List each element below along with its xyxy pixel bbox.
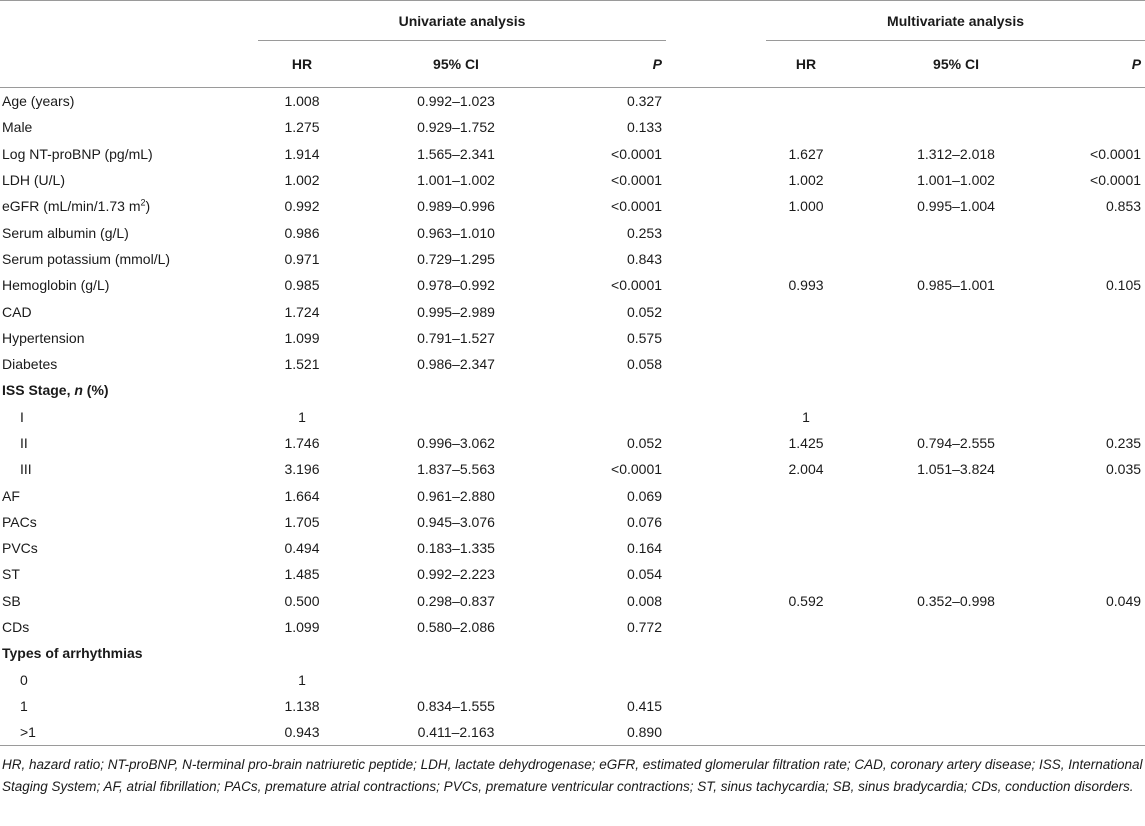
row-label: Log NT-proBNP (pg/mL): [2, 145, 153, 162]
univariate-p-cell: 0.052: [626, 303, 663, 320]
row-label: Hemoglobin (g/L): [2, 277, 110, 294]
gap-cell: [666, 535, 766, 561]
multivariate-hr-cell: [766, 246, 846, 272]
row-label: >1: [0, 719, 258, 746]
univariate-p-cell: <0.0001: [611, 461, 663, 478]
multivariate-ci-cell: [846, 693, 1066, 719]
multivariate-p-cell: [1066, 482, 1145, 508]
gap-cell: [666, 693, 766, 719]
univariate-p-cell: 0.052: [626, 435, 663, 451]
multivariate-p-cell: <0.0001: [1090, 172, 1142, 189]
univariate-p-cell: 0.069: [626, 487, 663, 504]
multivariate-p-cell: <0.0001: [1090, 145, 1142, 162]
header-label-blank: [0, 41, 258, 88]
univariate-hr-cell: 0.500: [284, 592, 320, 609]
multivariate-hr-header: HR: [766, 41, 846, 88]
univariate-ci-cell: 0.411–2.163: [346, 719, 566, 746]
univariate-p-cell: <0.0001: [611, 198, 663, 215]
univariate-hr-cell: 1: [298, 408, 306, 425]
multivariate-p-cell: [1066, 404, 1145, 430]
univariate-ci-cell: 0.791–1.527: [417, 329, 495, 346]
multivariate-ci-cell: 0.352–0.998: [917, 592, 995, 609]
multivariate-ci-cell: 0.794–2.555: [917, 435, 995, 451]
gap-cell: [666, 351, 766, 377]
univariate-hr-cell: 0.986: [284, 224, 320, 241]
gap-cell: [666, 456, 766, 482]
multivariate-hr-cell: 1.627: [788, 145, 824, 162]
multivariate-hr-cell: [766, 667, 846, 693]
table-row: [0, 535, 1145, 561]
univariate-ci-cell: 0.834–1.555: [417, 697, 495, 714]
gap-cell: [666, 482, 766, 508]
univariate-hr-cell: 0.943: [258, 719, 346, 746]
multivariate-hr-cell: [766, 693, 846, 719]
gap-cell: [666, 509, 766, 535]
univariate-p-cell: 0.772: [626, 619, 663, 636]
univariate-ci-cell: 1.837–5.563: [417, 461, 495, 478]
multivariate-ci-cell: [846, 325, 1066, 351]
multivariate-hr-cell: [766, 351, 846, 377]
table-row: [0, 614, 1145, 640]
multivariate-hr-cell: [766, 377, 846, 403]
multivariate-p-cell: [1066, 88, 1145, 115]
multivariate-p-cell: [1066, 325, 1145, 351]
gap-cell: [666, 141, 766, 167]
univariate-ci-cell: 1.001–1.002: [417, 172, 495, 189]
multivariate-hr-cell: [766, 719, 846, 746]
multivariate-p-cell: 0.235: [1106, 435, 1142, 451]
table-row: [0, 272, 1145, 298]
multivariate-p-cell: [1066, 246, 1145, 272]
table-row: [0, 719, 1145, 746]
multivariate-p-cell: 0.035: [1106, 461, 1142, 478]
row-label: CAD: [2, 303, 32, 320]
multivariate-hr-cell: [766, 325, 846, 351]
univariate-ci-cell: [346, 667, 566, 693]
table-row: [0, 193, 1145, 219]
univariate-p-cell: 0.054: [626, 566, 663, 583]
gap-cell: [666, 561, 766, 587]
gap-cell: [666, 640, 766, 666]
row-label: Serum albumin (g/L): [2, 224, 129, 241]
univariate-p-cell: <0.0001: [611, 172, 663, 189]
header-blank: [0, 1, 258, 42]
table-row: [0, 693, 1145, 719]
gap-cell: [666, 298, 766, 324]
multivariate-p-cell: [1066, 219, 1145, 245]
univariate-p-cell: 0.058: [626, 356, 663, 373]
univariate-hr-cell: 0.971: [284, 250, 320, 267]
multivariate-hr-cell: [766, 482, 846, 508]
multivariate-hr-cell: [766, 614, 846, 640]
multivariate-p-cell: [1066, 377, 1145, 403]
univariate-hr-cell: 1.746: [284, 435, 320, 451]
multivariate-hr-cell: [766, 219, 846, 245]
table-row: [0, 667, 1145, 693]
multivariate-ci-cell: [846, 114, 1066, 140]
univariate-hr-cell: 1.099: [284, 329, 320, 346]
multivariate-hr-cell: 1.002: [788, 172, 824, 189]
table-row: [0, 377, 1145, 403]
univariate-ci-cell: 1.565–2.341: [417, 145, 495, 162]
univariate-p-cell: <0.0001: [611, 277, 663, 294]
multivariate-hr-cell: [766, 114, 846, 140]
univariate-ci-cell: 0.978–0.992: [417, 277, 495, 294]
univariate-ci-cell: 0.929–1.752: [417, 119, 495, 136]
multivariate-hr-cell: [766, 535, 846, 561]
gap-cell: [666, 219, 766, 245]
univariate-hr-cell: 0.985: [284, 277, 320, 294]
univariate-p-cell: 0.327: [626, 93, 663, 110]
multivariate-p-cell: [1066, 719, 1145, 746]
row-label: CDs: [2, 619, 30, 636]
univariate-ci-cell: 0.298–0.837: [417, 592, 495, 609]
univariate-ci-cell: 0.989–0.996: [417, 198, 495, 215]
table-row: [0, 561, 1145, 587]
univariate-p-cell: [566, 404, 666, 430]
univariate-ci-cell: 0.183–1.335: [417, 540, 495, 557]
table-row: [0, 430, 1145, 456]
univariate-hr-cell: 1: [298, 671, 306, 688]
row-label: PVCs: [2, 540, 38, 557]
univariate-ci-cell: 0.945–3.076: [417, 513, 495, 530]
row-label: II: [20, 435, 28, 451]
row-label: SB: [2, 592, 21, 609]
table-row: [0, 404, 1145, 430]
univariate-p-cell: 0.415: [626, 697, 663, 714]
header-row-columns: [0, 41, 1145, 88]
univariate-ci-cell: 0.729–1.295: [417, 250, 495, 267]
univariate-p-cell: [566, 640, 666, 666]
univariate-hr-cell: 1.002: [284, 172, 320, 189]
multivariate-ci-cell: [846, 88, 1066, 115]
row-label: Diabetes: [2, 356, 58, 373]
multivariate-ci-cell: [846, 351, 1066, 377]
univariate-hr-cell: 1.724: [284, 303, 320, 320]
univariate-hr-cell: 0.494: [284, 540, 320, 557]
multivariate-hr-cell: [766, 88, 846, 115]
univariate-ci-cell: 0.986–2.347: [417, 356, 495, 373]
multivariate-ci-cell: [846, 667, 1066, 693]
multivariate-p-cell: [1066, 640, 1145, 666]
multivariate-ci-cell: 1.001–1.002: [917, 172, 995, 189]
univariate-hr-cell: 1.664: [284, 487, 320, 504]
multivariate-ci-cell: [846, 561, 1066, 587]
univariate-p-cell: 0.890: [566, 719, 666, 746]
row-label: eGFR (mL/min/1.73 $m^2$): [2, 197, 151, 215]
multivariate-p-cell: [1066, 693, 1145, 719]
table-row: [0, 88, 1145, 115]
row-label: ST: [2, 566, 20, 583]
gap-cell: [666, 193, 766, 219]
univariate-p-cell: 0.076: [626, 513, 663, 530]
multivariate-p-cell: [1066, 614, 1145, 640]
multivariate-ci-cell: 1.051–3.824: [917, 461, 995, 478]
gap-cell: [666, 167, 766, 193]
table-row: [0, 588, 1145, 614]
multivariate-p-cell: [1066, 509, 1145, 535]
univariate-hr-cell: 1.275: [284, 119, 320, 136]
table-row: [0, 246, 1145, 272]
univariate-hr-cell: 1.521: [284, 356, 320, 373]
univariate-p-cell: 0.008: [626, 592, 663, 609]
row-label: 0: [20, 671, 28, 688]
univariate-p-cell: 0.843: [626, 250, 663, 267]
multivariate-ci-cell: [846, 535, 1066, 561]
gap-cell: [666, 272, 766, 298]
multivariate-ci-cell: [846, 404, 1066, 430]
table-row: [0, 298, 1145, 324]
univariate-p-cell: 0.133: [626, 119, 663, 136]
univariate-hr-cell: [258, 640, 346, 666]
univariate-hr-cell: 1.485: [284, 566, 320, 583]
univariate-p-cell: <0.0001: [611, 145, 663, 162]
multivariate-hr-cell: 0.592: [788, 592, 824, 609]
header-gap-2: [666, 41, 766, 88]
multivariate-hr-cell: 1.000: [788, 198, 824, 215]
gap-cell: [666, 246, 766, 272]
multivariate-ci-cell: 0.985–1.001: [917, 277, 995, 294]
multivariate-p-cell: [1066, 561, 1145, 587]
multivariate-header: Multivariate analysis: [766, 1, 1145, 42]
gap-cell: [666, 325, 766, 351]
multivariate-ci-cell: [846, 246, 1066, 272]
multivariate-p-header: P: [1066, 41, 1145, 88]
univariate-ci-cell: 0.992–1.023: [417, 93, 495, 110]
univariate-ci-cell: 0.995–2.989: [417, 303, 495, 320]
row-label: PACs: [2, 513, 37, 530]
row-label: Male: [2, 119, 33, 136]
multivariate-ci-cell: [846, 640, 1066, 666]
multivariate-ci-cell: 1.312–2.018: [917, 145, 995, 162]
table-row: [0, 167, 1145, 193]
univariate-p-cell: [566, 667, 666, 693]
multivariate-hr-cell: 0.993: [788, 277, 824, 294]
table-row: [0, 456, 1145, 482]
multivariate-hr-cell: [766, 298, 846, 324]
row-label: I: [20, 408, 24, 425]
gap-cell: [666, 614, 766, 640]
gap-cell: [666, 88, 766, 115]
table-row: [0, 509, 1145, 535]
multivariate-p-cell: 0.853: [1106, 198, 1142, 215]
multivariate-p-cell: [1066, 535, 1145, 561]
multivariate-p-cell: [1066, 298, 1145, 324]
table-row: [0, 141, 1145, 167]
univariate-p-cell: 0.164: [626, 540, 663, 557]
multivariate-ci-cell: [846, 614, 1066, 640]
table-row: [0, 482, 1145, 508]
univariate-ci-cell: 0.996–3.062: [417, 435, 495, 451]
table-body: [0, 88, 1145, 746]
row-label: 1: [20, 697, 28, 714]
header-row-groups: [0, 1, 1145, 42]
table-row: [0, 219, 1145, 245]
row-label: Serum potassium (mmol/L): [2, 250, 171, 267]
multivariate-p-cell: [1066, 114, 1145, 140]
multivariate-p-cell: [1066, 667, 1145, 693]
table-footnote: HR, hazard ratio; NT-proBNP, N-terminal pro-brain natriuretic peptide; LDH, lactate dehydrogenase; eGFR, estimated glomerular filtration rate; CAD, coronary artery disease; ISS, International Staging System; AF, atrial fibrillation; PACs, premature atrial contractions; PVCs, premature ventricular contractions; ST, sinus tachycardia; SB, sinus bradycardia; CDs, conduction disorders.: [2, 757, 1143, 795]
univariate-hr-cell: 3.196: [284, 461, 320, 478]
header-gap: [666, 1, 766, 42]
gap-cell: [666, 114, 766, 140]
univariate-hr-cell: 1.099: [284, 619, 320, 636]
univariate-ci-cell: 0.580–2.086: [417, 619, 495, 636]
gap-cell: [666, 667, 766, 693]
row-label: III: [20, 461, 32, 478]
multivariate-ci-header: 95% CI: [846, 41, 1066, 88]
multivariate-ci-cell: [846, 509, 1066, 535]
gap-cell: [666, 588, 766, 614]
univariate-ci-cell: [346, 404, 566, 430]
multivariate-hr-cell: 2.004: [788, 461, 824, 478]
multivariate-ci-cell: [846, 219, 1066, 245]
univariate-p-cell: 0.575: [626, 329, 663, 346]
univariate-hr-cell: 1.914: [284, 145, 320, 162]
gap-cell: [666, 377, 766, 403]
multivariate-ci-cell: [846, 298, 1066, 324]
row-label: Types of arrhythmias: [2, 645, 143, 662]
row-label: LDH (U/L): [2, 172, 66, 189]
gap-cell: [666, 719, 766, 746]
multivariate-ci-cell: 0.995–1.004: [917, 198, 995, 215]
table-row: [0, 325, 1145, 351]
multivariate-hr-cell: 1.425: [788, 435, 824, 451]
multivariate-ci-cell: [846, 482, 1066, 508]
multivariate-p-cell: 0.105: [1106, 277, 1142, 294]
multivariate-ci-cell: [846, 719, 1066, 746]
univariate-ci-header: 95% CI: [346, 41, 566, 88]
univariate-hr-cell: [258, 377, 346, 403]
table-row: [0, 114, 1145, 140]
row-label: Hypertension: [2, 329, 85, 346]
univariate-p-cell: 0.253: [626, 224, 663, 241]
univariate-ci-cell: 0.961–2.880: [417, 487, 495, 504]
univariate-ci-cell: 0.992–2.223: [417, 566, 495, 583]
univariate-p-cell: [566, 377, 666, 403]
row-label: Age (years): [2, 93, 75, 110]
univariate-ci-cell: [346, 640, 566, 666]
row-label: AF: [2, 487, 20, 504]
table-row: [0, 351, 1145, 377]
table-row: [0, 640, 1145, 666]
univariate-hr-cell: 1.008: [284, 93, 320, 110]
multivariate-hr-cell: [766, 561, 846, 587]
gap-cell: [666, 404, 766, 430]
multivariate-hr-cell: 1: [802, 408, 810, 425]
multivariate-p-cell: [1066, 351, 1145, 377]
row-label: ISS Stage, n (%): [2, 382, 109, 399]
multivariate-hr-cell: [766, 640, 846, 666]
multivariate-ci-cell: [846, 377, 1066, 403]
univariate-ci-cell: [346, 377, 566, 403]
gap-cell: [666, 430, 766, 456]
univariate-hr-cell: 1.705: [284, 513, 320, 530]
multivariate-p-cell: 0.049: [1106, 592, 1142, 609]
univariate-p-header: P: [566, 41, 666, 88]
univariate-header: Univariate analysis: [258, 1, 666, 42]
multivariate-hr-cell: [766, 509, 846, 535]
univariate-hr-cell: 1.138: [284, 697, 320, 714]
univariate-hr-header: HR: [258, 41, 346, 88]
univariate-ci-cell: 0.963–1.010: [417, 224, 495, 241]
univariate-hr-cell: 0.992: [284, 198, 320, 215]
